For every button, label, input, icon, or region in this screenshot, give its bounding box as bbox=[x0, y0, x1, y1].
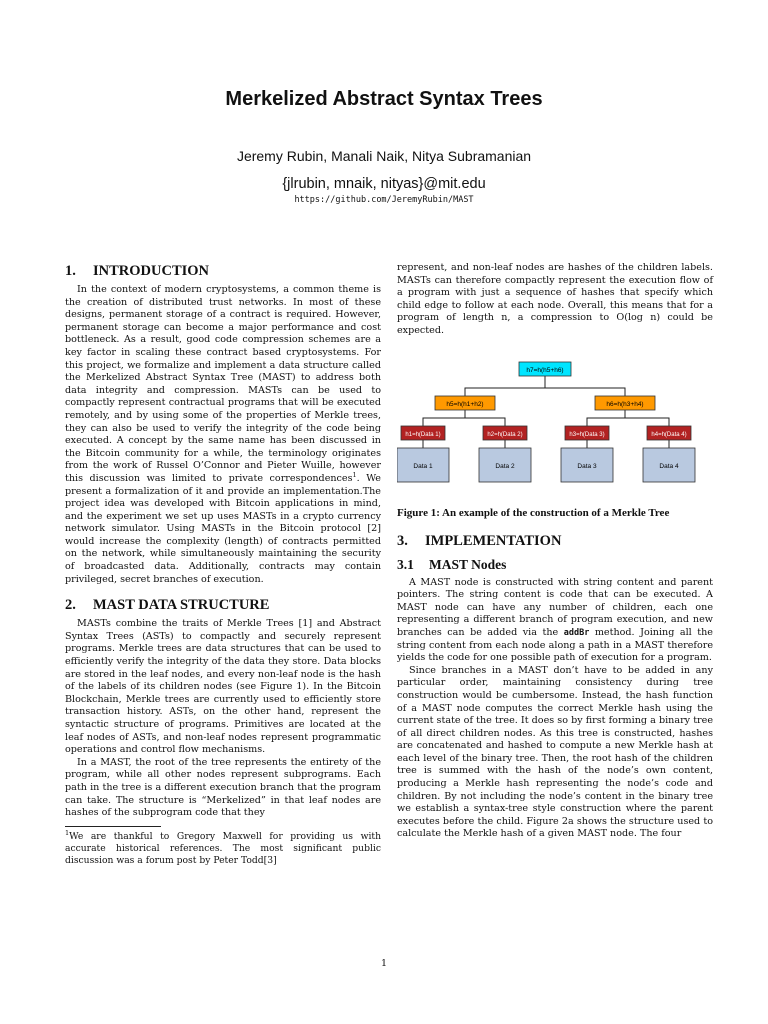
page-number: 1 bbox=[380, 958, 388, 969]
addbr-code: addBr bbox=[563, 627, 590, 638]
mast-ds-paragraph-1: MASTs combine the traits of Merkle Trees [1] and Abstract Syntax Trees (ASTs) to compactly and securely represent programs. Merkle trees are data structures that can be used to efficiently verify the integrity of the data they store. Data blocks are stored in the leaf nodes, and every non-leaf node is the hash of the labels of its children nodes (see Figure 1). In the Bitcoin Blockchain, Merkle trees are currently used to efficiently store transaction history. ASTs, on the other hand, represent the syntactic structure of programs. Primitives are located at the leaf nodes of ASTs, and non-leaf nodes represent programmatic operations and control flow mechanisms. bbox=[65, 618, 381, 756]
impl-paragraph-2: Since branches in a MAST don’t have to be added in any particular order, maintaining consistency during tree construction would be cumbersome. Instead, the hash function of a MAST node computes the correct Merkle hash using the current state of the tree. It does so by first forming a binary tree of all direct children nodes. As this tree is constructed, hashes are concatenated and hashed to compute a new Merkle hash at each level of the binary tree. Then, the root hash of the children tree is summed with the hash of the node’s own content, producing a Merkle hash representing the node’s code and children. By not including the node’s content in the binary tree we establish a syntax-tree style construction where the parent executes before the child. Figure 2a shows the structure used to calculate the Merkle hash of a given MAST node. The four bbox=[397, 664, 713, 840]
mast-ds-paragraph-2: In a MAST, the root of the tree represents the entirety of the program, while all other nodes represent subprograms. Each path in the tree is a different execution branch that the program can take. The structure is “Merkelized” in that leaf nodes are hashes of the subprogram code that they bbox=[65, 756, 381, 819]
merkle-hash-label-3: h3=h(Data 3) bbox=[569, 431, 605, 438]
merkle-hash-label-4: h4=h(Data 4) bbox=[651, 431, 687, 438]
repository-url[interactable]: https://github.com/JeremyRubin/MAST bbox=[294, 195, 474, 205]
paper-title: Merkelized Abstract Syntax Trees bbox=[225, 88, 543, 110]
section-heading-mast-data-structure: 2. MAST DATA STRUCTURE bbox=[65, 597, 270, 614]
merkle-data-label-4: Data 4 bbox=[659, 462, 679, 470]
merkle-hash-label-1: h1=h(Data 1) bbox=[405, 431, 441, 438]
impl-paragraph-1: A MAST node is constructed with string content and parent pointers. The string content is code that can be executed. A MAST node can have any number of children, each one representing a different branch of program execution, and new branches can be added via the addBr method. Joining all the string content from each node along a path in a MAST therefore yields the code for one possible path of execution for a program. bbox=[397, 576, 713, 664]
left-column bbox=[65, 262, 381, 867]
section-heading-implementation: 3. IMPLEMENTATION bbox=[397, 532, 562, 549]
merkle-data-label-3: Data 3 bbox=[577, 462, 597, 470]
footnote: $^1$We are thankful to Gregory Maxwell for providing us with accurate historical references. The most significant public discussion was a forum post by Peter Todd[3] bbox=[65, 828, 381, 866]
mast-ds-paragraph-3: represent, and non-leaf nodes are hashes of the children labels. MASTs can therefore compactly represent the execution flow of a program with just a sequence of hashes that specify which child edge to follow at each node. Overall, this means that for a program of length n, a compression to O(log n) could be expected. bbox=[397, 262, 713, 336]
footnote-divider bbox=[65, 826, 161, 827]
intro-paragraph: In the context of modern cryptosystems, a common theme is the creation of distributed trust networks. In most of these designs, permanent storage of a contract is required. However, permanent storage can become a major performance and cost bottleneck. As a result, good code compression schemes are a key factor in scaling these contract based cryptosystems. For this project, we formalize and implement a data structure called the Merkelized Abstract Syntax Tree (MAST) to address both data integrity and compression. MASTs can be used to compactly represent contractual programs that will be executed remotely, and by using some of the properties of Merkle trees, they can also be used to verify the integrity of the code being executed. A concept by the same name has been discussed in the Bitcoin community for a while, the terminology originates from the work of Russel O’Connor and Pieter Wuille, however this discussion was limited to private correspondences$^1$. We present a formalization of it and provide an implementation.The project idea was developed with Bitcoin applications in mind, and the experiment we set up uses MASTs in a crypto currency network simulator. Using MASTs in the Bitcoin protocol [2] would increase the complexity (length) of contracts permitted on the network, while simultaneously maintaining the security of broadcasted data. Additionally, contracts may contain privileged, secret branches of execution. bbox=[65, 284, 381, 585]
footnote-mark[interactable]: 1 bbox=[352, 470, 357, 479]
merkle-data-label-1: Data 1 bbox=[413, 462, 433, 470]
author-list: Jeremy Rubin, Manali Naik, Nitya Subramanian bbox=[236, 148, 532, 164]
figure-caption: Figure 1: An example of the construction of a Merkle Tree bbox=[397, 506, 670, 519]
section-heading-introduction: 1. INTRODUCTION bbox=[65, 263, 210, 279]
subsection-heading-mast-nodes: 3.1 MAST Nodes bbox=[397, 556, 507, 572]
merkle-mid-label-right: h6=h(h3+h4) bbox=[606, 400, 644, 408]
author-emails: {jlrubin, mnaik, nityas}@mit.edu bbox=[282, 176, 486, 192]
right-column bbox=[397, 262, 713, 841]
merkle-root-label: h7=h(h5+h6) bbox=[526, 366, 564, 374]
merkle-hash-label-2: h2=h(Data 2) bbox=[487, 431, 523, 438]
merkle-data-label-2: Data 2 bbox=[495, 462, 515, 470]
figure-merkle-tree bbox=[397, 352, 713, 502]
merkle-mid-label-left: h5=h(h1+h2) bbox=[446, 400, 484, 408]
